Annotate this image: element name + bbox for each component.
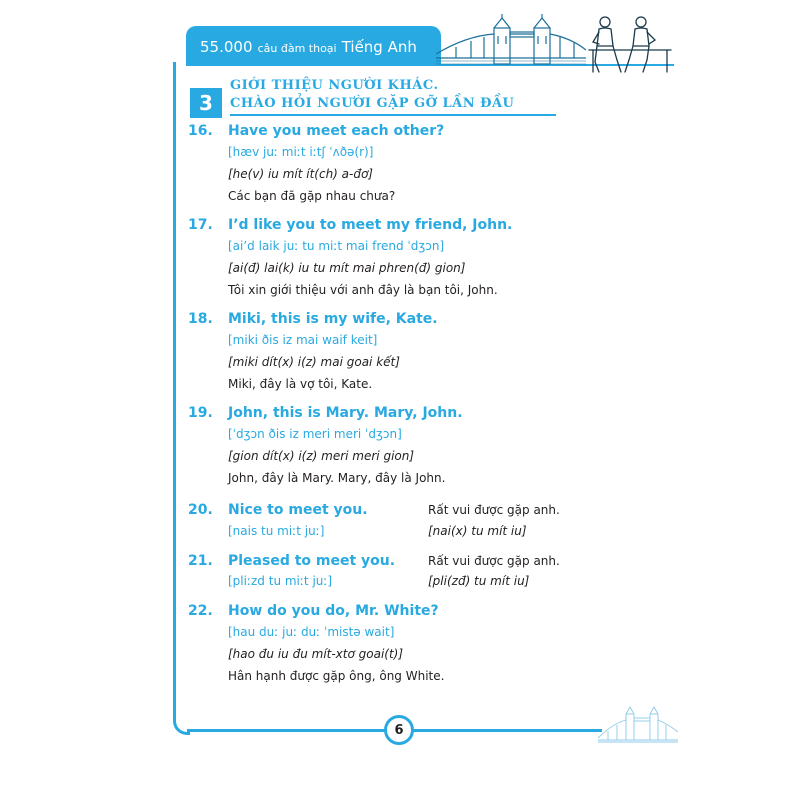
page-frame-bottom — [187, 729, 385, 732]
ipa-transcription: [nais tu miːt juː] — [228, 524, 325, 538]
vietnamese-pronunciation: [pli(zđ) tu mít iu] — [428, 574, 530, 588]
ipa-transcription: [pliːzd tu miːt juː] — [228, 574, 333, 588]
entry-number: 18. — [188, 311, 213, 327]
title-end: Tiếng Anh — [341, 38, 417, 56]
entry-number: 22. — [188, 603, 213, 619]
ipa-transcription: [hæv juː miːt iːtʃ ˈʌðə(r)] — [228, 145, 374, 159]
vietnamese-pronunciation: [gion dít(x) i(z) meri meri gion] — [228, 449, 415, 463]
ipa-transcription: [hau duː juː duː ˈmistə wait] — [228, 625, 395, 639]
section-underline — [230, 114, 556, 116]
title-number: 55.000 — [200, 38, 253, 56]
tower-bridge-icon — [436, 14, 586, 66]
page-frame-left — [173, 62, 190, 735]
vietnamese-translation: Hân hạnh được gặp ông, ông White. — [228, 669, 445, 683]
tower-bridge-sketch-icon — [598, 704, 678, 744]
people-sitting-icon — [585, 14, 675, 76]
entry-number: 16. — [188, 123, 213, 139]
vietnamese-translation: Rất vui được gặp anh. — [428, 503, 560, 517]
entry-number: 17. — [188, 217, 213, 233]
title-middle: câu đàm thoại — [257, 42, 337, 55]
page-number: 6 — [384, 715, 414, 745]
vietnamese-pronunciation: [hao đu iu đu mít-xtơ goai(t)] — [228, 647, 404, 661]
vietnamese-pronunciation: [nai(x) tu mít iu] — [428, 524, 527, 538]
section-title-line1: GIỚI THIỆU NGƯỜI KHÁC. — [230, 78, 439, 93]
ipa-transcription: [ai’d laik juː tu miːt mai frend ˈdʒɔn] — [228, 239, 445, 253]
vietnamese-translation: John, đây là Mary. Mary, đây là John. — [228, 471, 446, 485]
vietnamese-translation: Tôi xin giới thiệu với anh đây là bạn tôi, John. — [228, 283, 498, 297]
entry-number: 20. — [188, 502, 213, 518]
vietnamese-translation: Các bạn đã gặp nhau chưa? — [228, 189, 396, 203]
english-phrase: Nice to meet you. — [228, 502, 368, 518]
ipa-transcription: [ˈdʒɔn ðis iz meri meri ˈdʒɔn] — [228, 427, 402, 441]
entry-number: 21. — [188, 553, 213, 569]
vietnamese-pronunciation: [ai(đ) lai(k) iu tu mít mai phren(đ) gion] — [228, 261, 466, 275]
page-frame-bottom-right — [412, 729, 602, 732]
section-number-badge: 3 — [190, 88, 222, 118]
book-title — [200, 37, 417, 56]
entry-number: 19. — [188, 405, 213, 421]
english-phrase: I’d like you to meet my friend, John. — [228, 217, 513, 233]
vietnamese-translation: Miki, đây là vợ tôi, Kate. — [228, 377, 373, 391]
english-phrase: Miki, this is my wife, Kate. — [228, 311, 438, 327]
english-phrase: How do you do, Mr. White? — [228, 603, 439, 619]
ipa-transcription: [miki ðis iz mai waif keit] — [228, 333, 378, 347]
vietnamese-pronunciation: [he(v) iu mít ít(ch) a-đơ] — [228, 167, 373, 181]
vietnamese-translation: Rất vui được gặp anh. — [428, 554, 560, 568]
vietnamese-pronunciation: [miki dít(x) i(z) mai goai kết] — [228, 355, 400, 369]
english-phrase: John, this is Mary. Mary, John. — [228, 405, 463, 421]
english-phrase: Have you meet each other? — [228, 123, 445, 139]
section-title-line2: CHÀO HỎI NGƯỜI GẶP GỠ LẦN ĐẦU — [230, 96, 515, 111]
english-phrase: Pleased to meet you. — [228, 553, 396, 569]
